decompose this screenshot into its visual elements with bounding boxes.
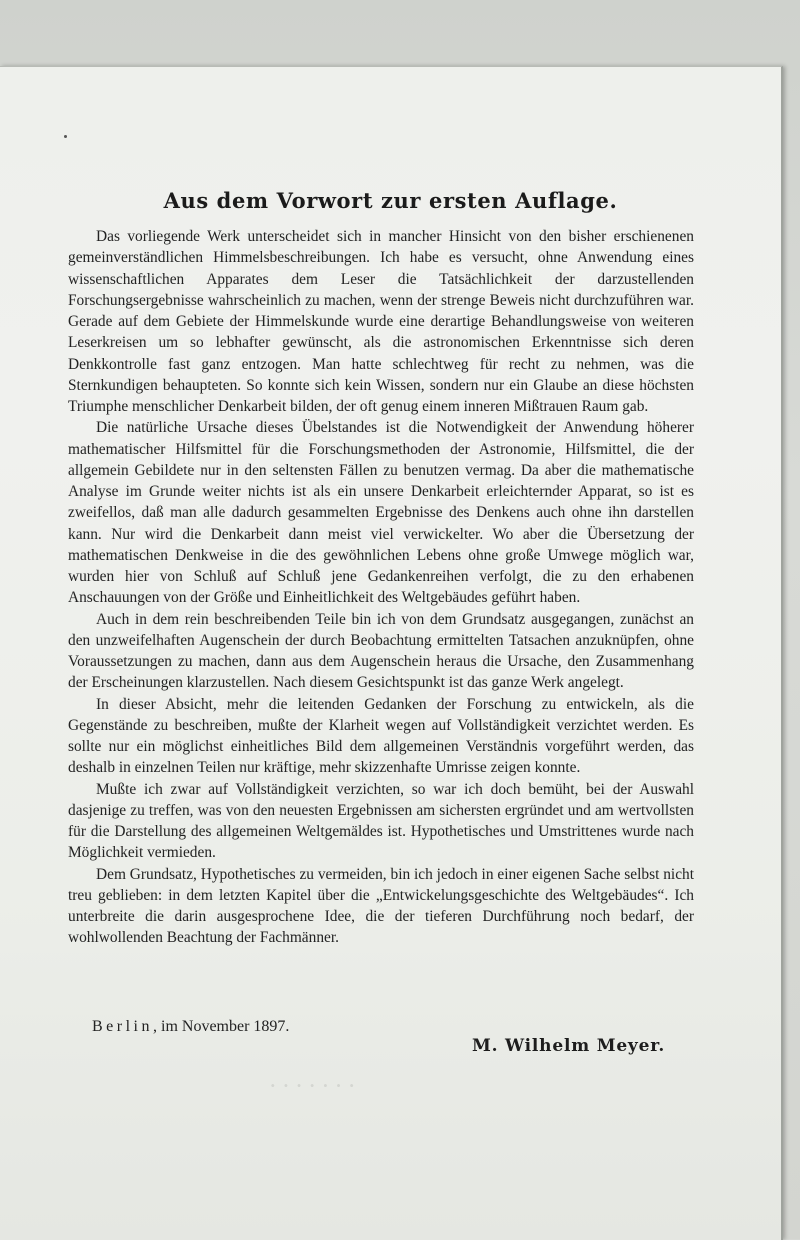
ink-speck <box>64 135 67 138</box>
place-date-line <box>92 1018 289 1036</box>
preface-text <box>68 226 694 949</box>
paragraph-5: Mußte ich zwar auf Vollständigkeit verzichten, so war ich doch bemüht, bei der Auswahl dasjenige zu treffen, was von den neuesten Ergebnissen am sichersten ergründet und am wertvollsten für die Darstellung des allgemeinen Weltgemäldes ist. Hypothetisches und Umstrittenes wurde nach Möglichkeit vermieden. <box>68 780 694 862</box>
place-name: Berlin <box>92 1018 153 1035</box>
show-through-bleed: · · · · · · · <box>270 1076 356 1095</box>
page-title: Aus dem Vorwort zur ersten Auflage. <box>163 188 618 213</box>
date-text: , im November 1897. <box>153 1018 290 1035</box>
author-signature: M. Wilhelm Meyer. <box>472 1036 666 1056</box>
paragraph-1: Das vorliegende Werk unterscheidet sich in mancher Hinsicht von den bisher erschienenen gemeinverständlichen Himmelsbeschreibungen. Ich habe es versucht, ohne Anwendung eines wissenschaftlichen Apparates dem Leser die Tatsächlichkeit der darzustellenden Forschungsergebnisse wahrscheinlich zu machen, wenn der strenge Beweis nicht durchzuführen war. Gerade auf dem Gebiete der Himmelskunde wurde eine derartige Behandlungsweise von weiteren Leserkreisen um so lebhafter gewünscht, als die astronomischen Erkenntnisse sich deren Denkkontrolle fast ganz entzogen. Man hatte schlechtweg für recht zu nehmen, was die Sternkundigen behaupteten. So konnte sich kein Wissen, sondern nur ein Glaube an diese höchsten Triumphe menschlicher Denkarbeit bilden, der oft genug einem inneren Mißtrauen Raum gab. <box>68 228 694 415</box>
paragraph-4: In dieser Absicht, mehr die leitenden Gedanken der Forschung zu entwickeln, als die Gegenstände zu beschreiben, mußte der Klarheit wegen auf Vollständigkeit verzichtet werden. Es sollte nur ein möglichst einheitliches Bild dem allgemeinen Verständnis vorgeführt werden, das deshalb in einzelnen Teilen nur kräftige, mehr skizzenhafte Umrisse zeigen konnte. <box>68 695 694 777</box>
paragraph-6: Dem Grundsatz, Hypothetisches zu vermeiden, bin ich jedoch in einer eigenen Sache selbst nicht treu geblieben: in dem letzten Kapitel über die „Entwickelungsgeschichte des Weltgebäudes“. Ich unterbreite die darin ausgesprochene Idee, die der tieferen Durchführung noch bedarf, der wohlwollenden Beachtung der Fachmänner. <box>68 865 694 947</box>
paragraph-2: Die natürliche Ursache dieses Übelstandes ist die Notwendigkeit der Anwendung höherer mathematischer Hilfsmittel für die Forschungsmethoden der Astronomie, Hilfsmittel, die der allgemein Gebildete nur in den seltensten Fällen zu benutzen vermag. Da aber die mathematische Analyse im Grunde weiter nichts ist als ein unsere Denkarbeit erleichternder Apparat, so ist es zweifellos, daß man alle dadurch gesammelten Ergebnisse des Denkens auch ohne ihn darstellen kann. Nur wird die Denkarbeit dann meist viel verwickelter. Wo aber die Übersetzung der mathematischen Denkweise in die des gewöhnlichen Lebens ohne große Umwege möglich war, wurden hier von Schluß auf Schluß jene Gedankenreihen verfolgt, die zu den erhabenen Anschauungen von der Größe und Einheitlichkeit des Weltgebäudes geführt haben. <box>68 419 694 607</box>
paragraph-3: Auch in dem rein beschreibenden Teile bin ich von dem Grundsatz ausgegangen, zunächst an den unzweifelhaften Augenschein der durch Beobachtung ermittelten Tatsachen anzuknüpfen, ohne Voraussetzungen zu machen, dann aus dem Augenschein heraus die Ursache, den Zusammenhang der Erscheinungen klarzustellen. Nach diesem Gesichtspunkt ist das ganze Werk angelegt. <box>68 610 694 692</box>
